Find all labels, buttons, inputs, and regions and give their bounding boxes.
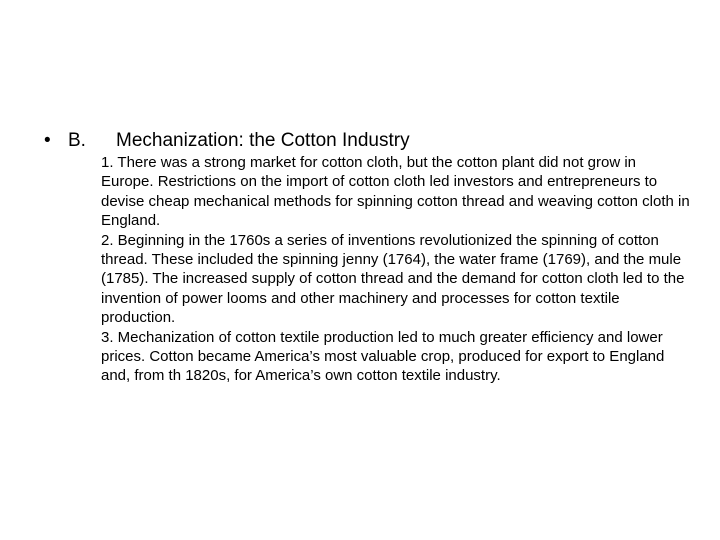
paragraph-1: 1. There was a strong market for cotton cloth, but the cotton plant did not grow in Europe. Restrictions on the import of cotton cloth led investors and entrepreneurs to devise cheap mechanical methods for spinning cotton thread and weaving cotton cloth in England. bbox=[101, 154, 690, 230]
paragraph-3: 3. Mechanization of cotton textile production led to much greater efficiency and lower prices. Cotton became America’s most valuable crop, produced for export to England and, from th 1820s, for America’s own cotton textile industry. bbox=[101, 328, 665, 385]
bullet-point: • bbox=[44, 130, 51, 151]
section-marker: B. bbox=[68, 130, 86, 151]
paragraph-2: 2. Beginning in the 1760s a series of inventions revolutionized the spinning of cotton thread. These included the spinning jenny (1764), the water frame (1769), and the mule (1785). The increased supply of cotton thread and the demand for cotton cloth led to the invention of power looms and other machinery and processes for cotton textile production. bbox=[101, 231, 685, 327]
body-text bbox=[101, 153, 691, 386]
section-heading: Mechanization: the Cotton Industry bbox=[116, 130, 410, 151]
